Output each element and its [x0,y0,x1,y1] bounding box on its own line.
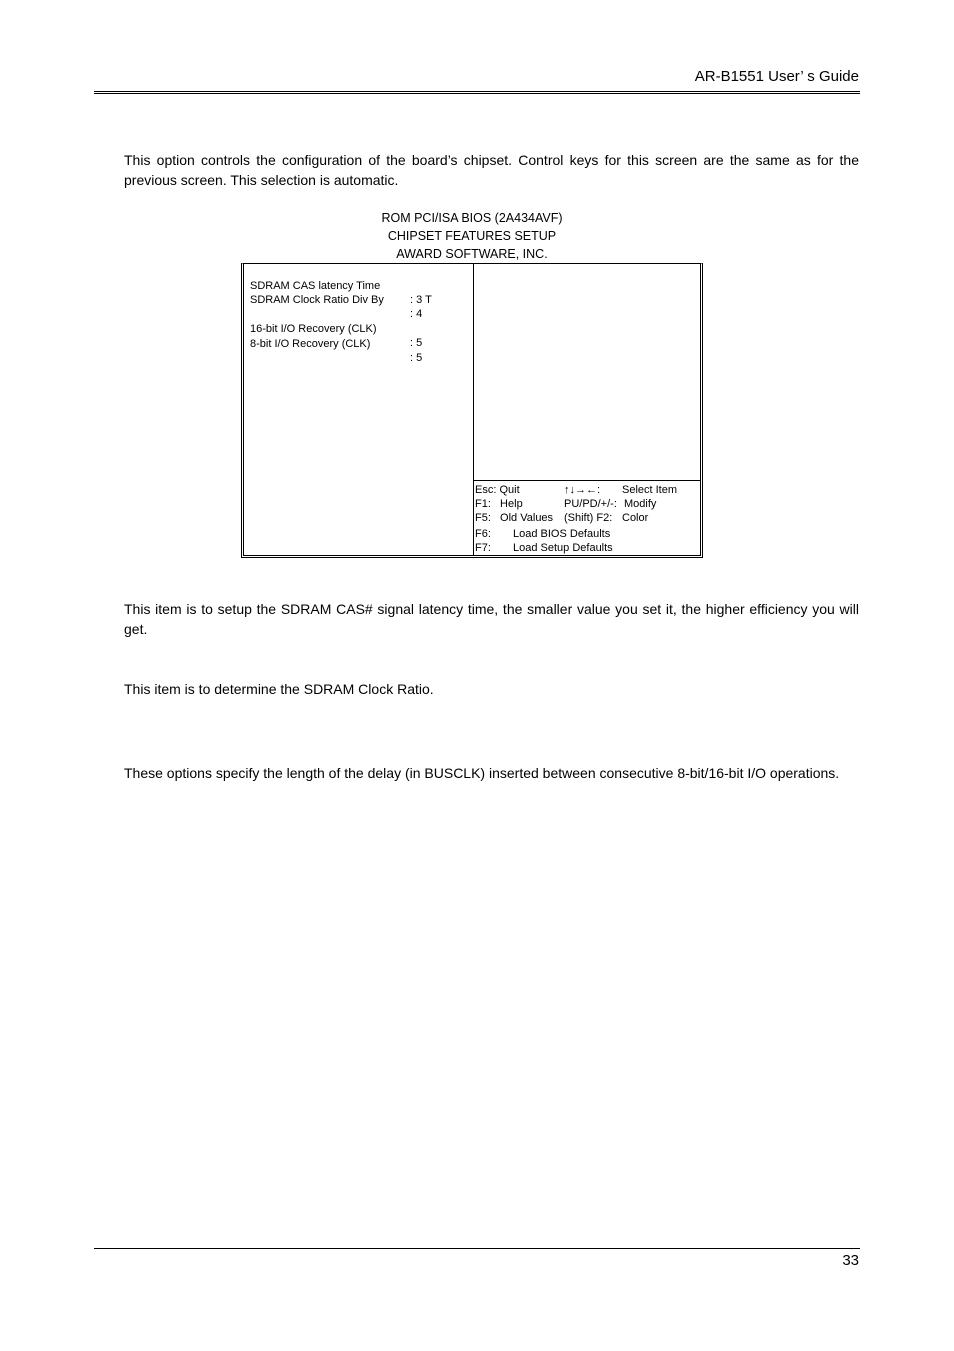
key-label: Esc: Quit [475,484,520,496]
footer-rule [94,1248,860,1249]
setting-label: SDRAM CAS latency Time [250,280,381,292]
key-action: Modify [624,498,657,510]
header-title: AR-B1551 User’ s Guide [694,68,859,85]
bios-heading-line2: CHIPSET FEATURES SETUP [387,229,557,243]
bios-heading-line3: AWARD SOFTWARE, INC. [396,247,548,261]
setting-label: SDRAM Clock Ratio Div By [250,294,384,306]
key-mid: (Shift) F2: [564,512,613,524]
bios-screen-box [241,263,703,558]
setting-value: : 4 [410,308,423,320]
bios-heading-line1: ROM PCI/ISA BIOS (2A434AVF) [381,211,563,225]
key-label: F1: Help [475,498,523,510]
key-row-f7 [475,541,613,597]
setting-value: : 5 [410,337,423,349]
io-recovery-paragraph: These options specify the length of the delay (in BUSCLK) inserted between consecutive 8-bit/16-bit I/O operations. [124,765,840,781]
bios-help-divider [473,480,700,481]
setting-label: 8-bit I/O Recovery (CLK) [250,338,371,350]
key-mid: PU/PD/+/-: [564,498,617,510]
key-action: Load Setup Defaults [513,542,613,554]
bios-column-divider [473,264,474,555]
key-action: Select Item [622,484,678,496]
setting-label: 16-bit I/O Recovery (CLK) [250,323,377,335]
header-rule [94,91,860,94]
key-label: F5: Old Values [475,512,554,524]
key-mid: ↑↓→←: [564,484,601,496]
setting-value: : 3 T [410,294,432,306]
setting-value: : 5 [410,352,423,364]
key-action: Load BIOS Defaults [513,528,611,540]
key-action: Color [622,512,649,524]
sdram-cas-paragraph: This item is to setup the SDRAM CAS# signal latency time, the smaller value you set it, the higher efficiency you will get. [124,601,859,637]
page-number: 33 [842,1252,859,1269]
key-label: F6: [475,528,491,540]
key-label: F7: [475,542,491,554]
intro-paragraph: This option controls the configuration of the board’s chipset. Control keys for this screen are the same as for the previous screen. This selection is automatic. [124,152,859,188]
sdram-clock-paragraph: This item is to determine the SDRAM Clock Ratio. [124,681,434,697]
